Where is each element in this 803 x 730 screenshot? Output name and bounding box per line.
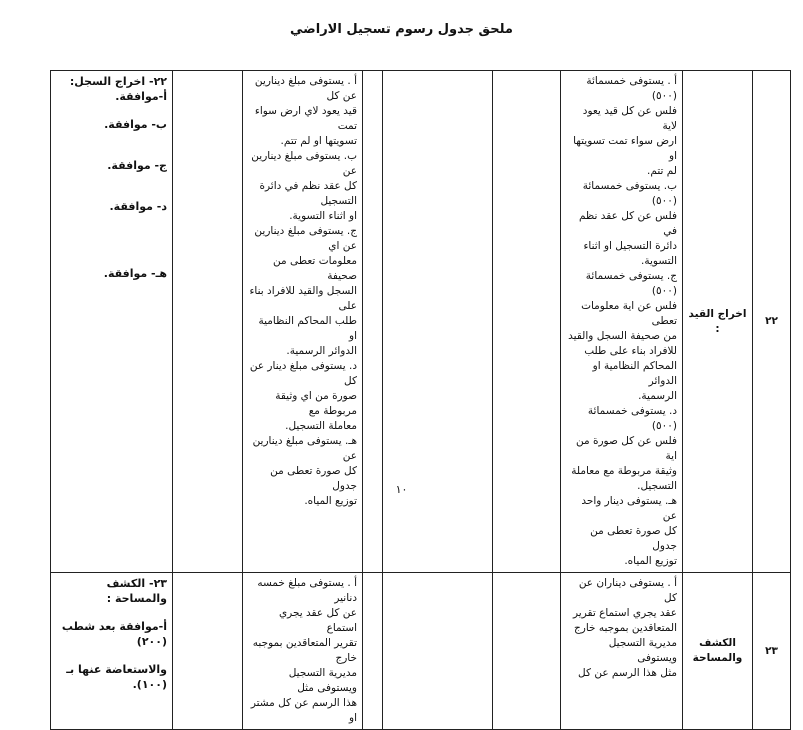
row-heading: الكشف والمساحة: [683, 573, 753, 730]
empty-cell: [493, 573, 561, 730]
empty-cell: [493, 71, 561, 573]
empty-cell: [173, 573, 243, 730]
proposed-fee-cell: أ . يستوفى مبلغ دينارين عن كل قيد يعود لاي ارض سواء تمت تسويتها او لم تتم. ب. يستوفى مبلغ دينارين عن كل عقد نظم في دائرة التسجيل او اثناء التسوية. ج. يستوفى مبلغ دينارين عن اي معلومات تعطى من صحيفة السجل والقيد للافراد بناء على طلب المحاكم النظامية او الدوائر الرسمية. د. يستوفى مبلغ دينار عن كل صورة من اي وثيقة مربوطة مع معاملة التسجيل. هـ. يستوفى مبلغ دينارين عن كل صورة تعطى من جدول توزيع المياه.: [243, 71, 363, 573]
document-title: ملحق جدول رسوم تسجيل الاراضي: [290, 22, 513, 37]
page-number: ١٠: [395, 483, 408, 496]
proposed-fee-cell: أ . يستوفى مبلغ خمسه دنانير عن كل عقد يجري استماع تقرير المتعاقدين بموجبه خارج مديرية التسجيل ويستوفى مثل هذا الرسم عن كل مشتر او: [243, 573, 363, 730]
empty-cell: [363, 71, 383, 573]
empty-cell: [383, 71, 493, 573]
row-number: ٢٣: [753, 573, 791, 730]
empty-cell: [173, 71, 243, 573]
empty-cell: [383, 573, 493, 730]
table-row: [51, 71, 791, 573]
current-fee-cell: أ . يستوفى خمسمائة (٥٠٠) فلس عن كل قيد يعود لاية ارض سواء تمت تسويتها او لم تتم. ب. يستوفى خمسمائة (٥٠٠) فلس عن كل عقد نظم في دائرة التسجيل او اثناء التسوية. ج. يستوفى خمسمائة (٥٠٠) فلس عن اية معلومات تعطى من صحيفة السجل والقيد للافراد بناء على طلب المحاكم النظامية او الدوائر الرسمية. د. يستوفى خمسمائة (٥٠٠) فلس عن كل صورة من اية وثيقة مربوطة مع معاملة التسجيل. هـ. يستوفى دينار واحد عن كل صورة تعطى من جدول توزيع المياه.: [561, 71, 683, 573]
empty-cell: [363, 573, 383, 730]
current-fee-cell: أ . يستوفى ديناران عن كل عقد يجري استماع تقرير المتعاقدين بموجبه خارج مديرية التسجيل ويستوفى مثل هذا الرسم عن كل: [561, 573, 683, 730]
row-heading: اخراج القيد :: [683, 71, 753, 573]
fees-table: [50, 70, 791, 730]
table-row: [51, 573, 791, 730]
decision-cell: ٢٢- اخراج السجل: أ-موافقة. ب- موافقة. ج- موافقة. د- موافقة. هـ- موافقة.: [51, 71, 173, 573]
decision-cell: ٢٣- الكشف والمساحة : أ-موافقة بعد شطب (٢٠٠) والاستعاضة عنها بـ (١٠٠).: [51, 573, 173, 730]
row-number: ٢٢: [753, 71, 791, 573]
